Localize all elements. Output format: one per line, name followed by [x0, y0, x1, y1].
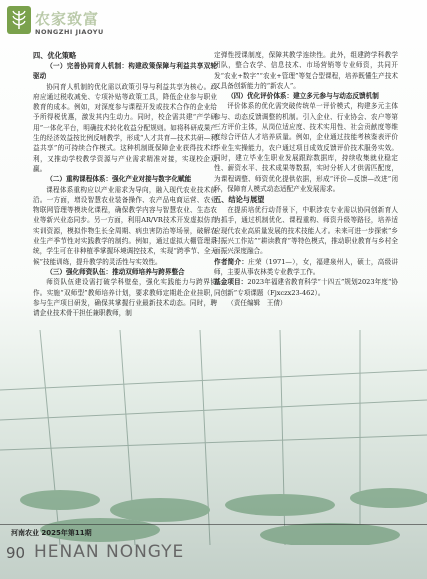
subsection-heading: （一）完善协同育人机制：构建政策保障与利益共享双轮驱动 — [33, 62, 217, 81]
fund-text: 2023年福建省教育科学“十四五”规划2023年度“协同创新”专项课题（Fjxczx23-462）。 — [214, 278, 398, 297]
section-heading: 四、优化策略 — [33, 51, 77, 60]
journal-masthead: HENAN NONGYE — [34, 542, 185, 562]
author-note — [214, 257, 398, 278]
paragraph: 师资队伍建设需打破学科壁垒，强化实践能力与跨界协作。实施“双师型”教师培养计划，要求教师定期赴企业挂职，参与生产项目研发，确保其掌握行业最新技术动态。同时，聘请企业技术骨干担任兼职教师，制 — [33, 278, 217, 318]
subsection-heading: （四）优化评价体系：建立多元参与与动态反馈机制 — [227, 92, 379, 101]
author-text: 庄荣（1971—），女，福建泉州人，硕士，高级讲师，主要从事农林类专业教学工作。 — [214, 257, 399, 276]
left-column — [33, 50, 217, 318]
column-subtitle: NONGZHI JIAOYU — [35, 28, 104, 36]
subsection-heading: （二）重构课程体系：强化产业对接与数字化赋能 — [46, 175, 192, 184]
wheat-logo-icon — [7, 6, 31, 34]
greenhouse-background-image — [0, 330, 427, 545]
paragraph: 协同育人机制的优化需以政策引导与利益共享为核心。政府应通过税收减免、专项补贴等政策工具，降低企业参与职业教育的成本。例如，对深度参与课程开发或技术合作的企业给予所得税优惠，激发其内生动力。同时，校企需共建“产学研用”一体化平台，明确技术转化收益分配规则。如将科研成果产生的经济效益按比例反哺教学，形成“人才共育—技术共研—利益共享”的可持续合作模式。这种机制既保障企业获得技术红利，又推动学校教学资源与产业需求精准对接，实现校企双赢。 — [33, 82, 217, 173]
paragraph: 定弹性授课制度，保障其教学连续性。此外，组建跨学科教学团队，整合农学、信息技术、市场营销等专业师资，共同开发“农业+数字”“农业+管理”等复合型课程，培养既懂生产技术又具备创新能力的“新农人”。 — [214, 51, 398, 90]
footer-divider — [0, 524, 427, 525]
editor-credit: （责任编辑 王倩） — [227, 298, 287, 307]
journal-issue: 河南农业 2025年第11期 — [11, 529, 92, 537]
journal-header — [7, 6, 167, 46]
section-heading: 五、结论与展望 — [214, 195, 265, 205]
page-number: 90 — [6, 544, 26, 562]
paragraph: 在提质培优行动背景下，中职涉农专业需以协同创新育人为抓手，通过机制优化、课程重构、师资升级等路径，培养适应现代农业高质量发展的技术技能人才。未来可进一步探索“乡村振兴工作站”“耕读教育”等特色模式，推动职业教育与乡村全面振兴深度融合。 — [214, 206, 398, 256]
paragraph: 课程体系重构应以产业需求为导向，融入现代农业技术前沿。一方面，增设智慧农业装备操作、农产品电商运营、农业物联网管理等模块化课程，确保教学内容与智慧农业、生态农业等新兴业态同步。另一方面，利用AR/VR技术开发虚拟仿真实训资源，模拟作物生长全周期、病虫害防治等场景，破解农业生产季节性对实践教学的制约。例如，通过虚拟大棚管理系统，学生可在非种植季掌握环境调控技术，实现“跨季节、全天候”技能训练，提升教学的灵活性与实效性。 — [33, 185, 217, 266]
fund-label: 基金项目： — [214, 278, 248, 287]
paragraph: 评价体系的优化需突破传统单一评价模式，构建多元主体参与、动态反馈调整的机制。引入企业、行业协会、农户等第三方评价主体，从岗位适应度、技术实用性、社会贡献度等维度综合评估人才培养质量。例如，企业通过技能考核鉴表评价毕业生实操能力，农户通过项目成效反馈评价技术服务实效。同时，建立毕业生职业发展跟踪数据库，持续收集就业稳定性、薪资水平、技术成果等数据，实时分析人才供需匹配度，为课程调整、师资优化提供依据，形成“评价—反馈—改进”闭环，保障育人模式动态适配产业发展需求。 — [214, 102, 398, 193]
column-title: 农家致富 — [35, 10, 100, 28]
fund-note — [214, 277, 398, 298]
right-column — [214, 50, 398, 308]
author-label: 作者简介： — [214, 257, 249, 266]
subsection-heading: （三）强化师资队伍：推动双师培养与跨界整合 — [46, 267, 185, 276]
